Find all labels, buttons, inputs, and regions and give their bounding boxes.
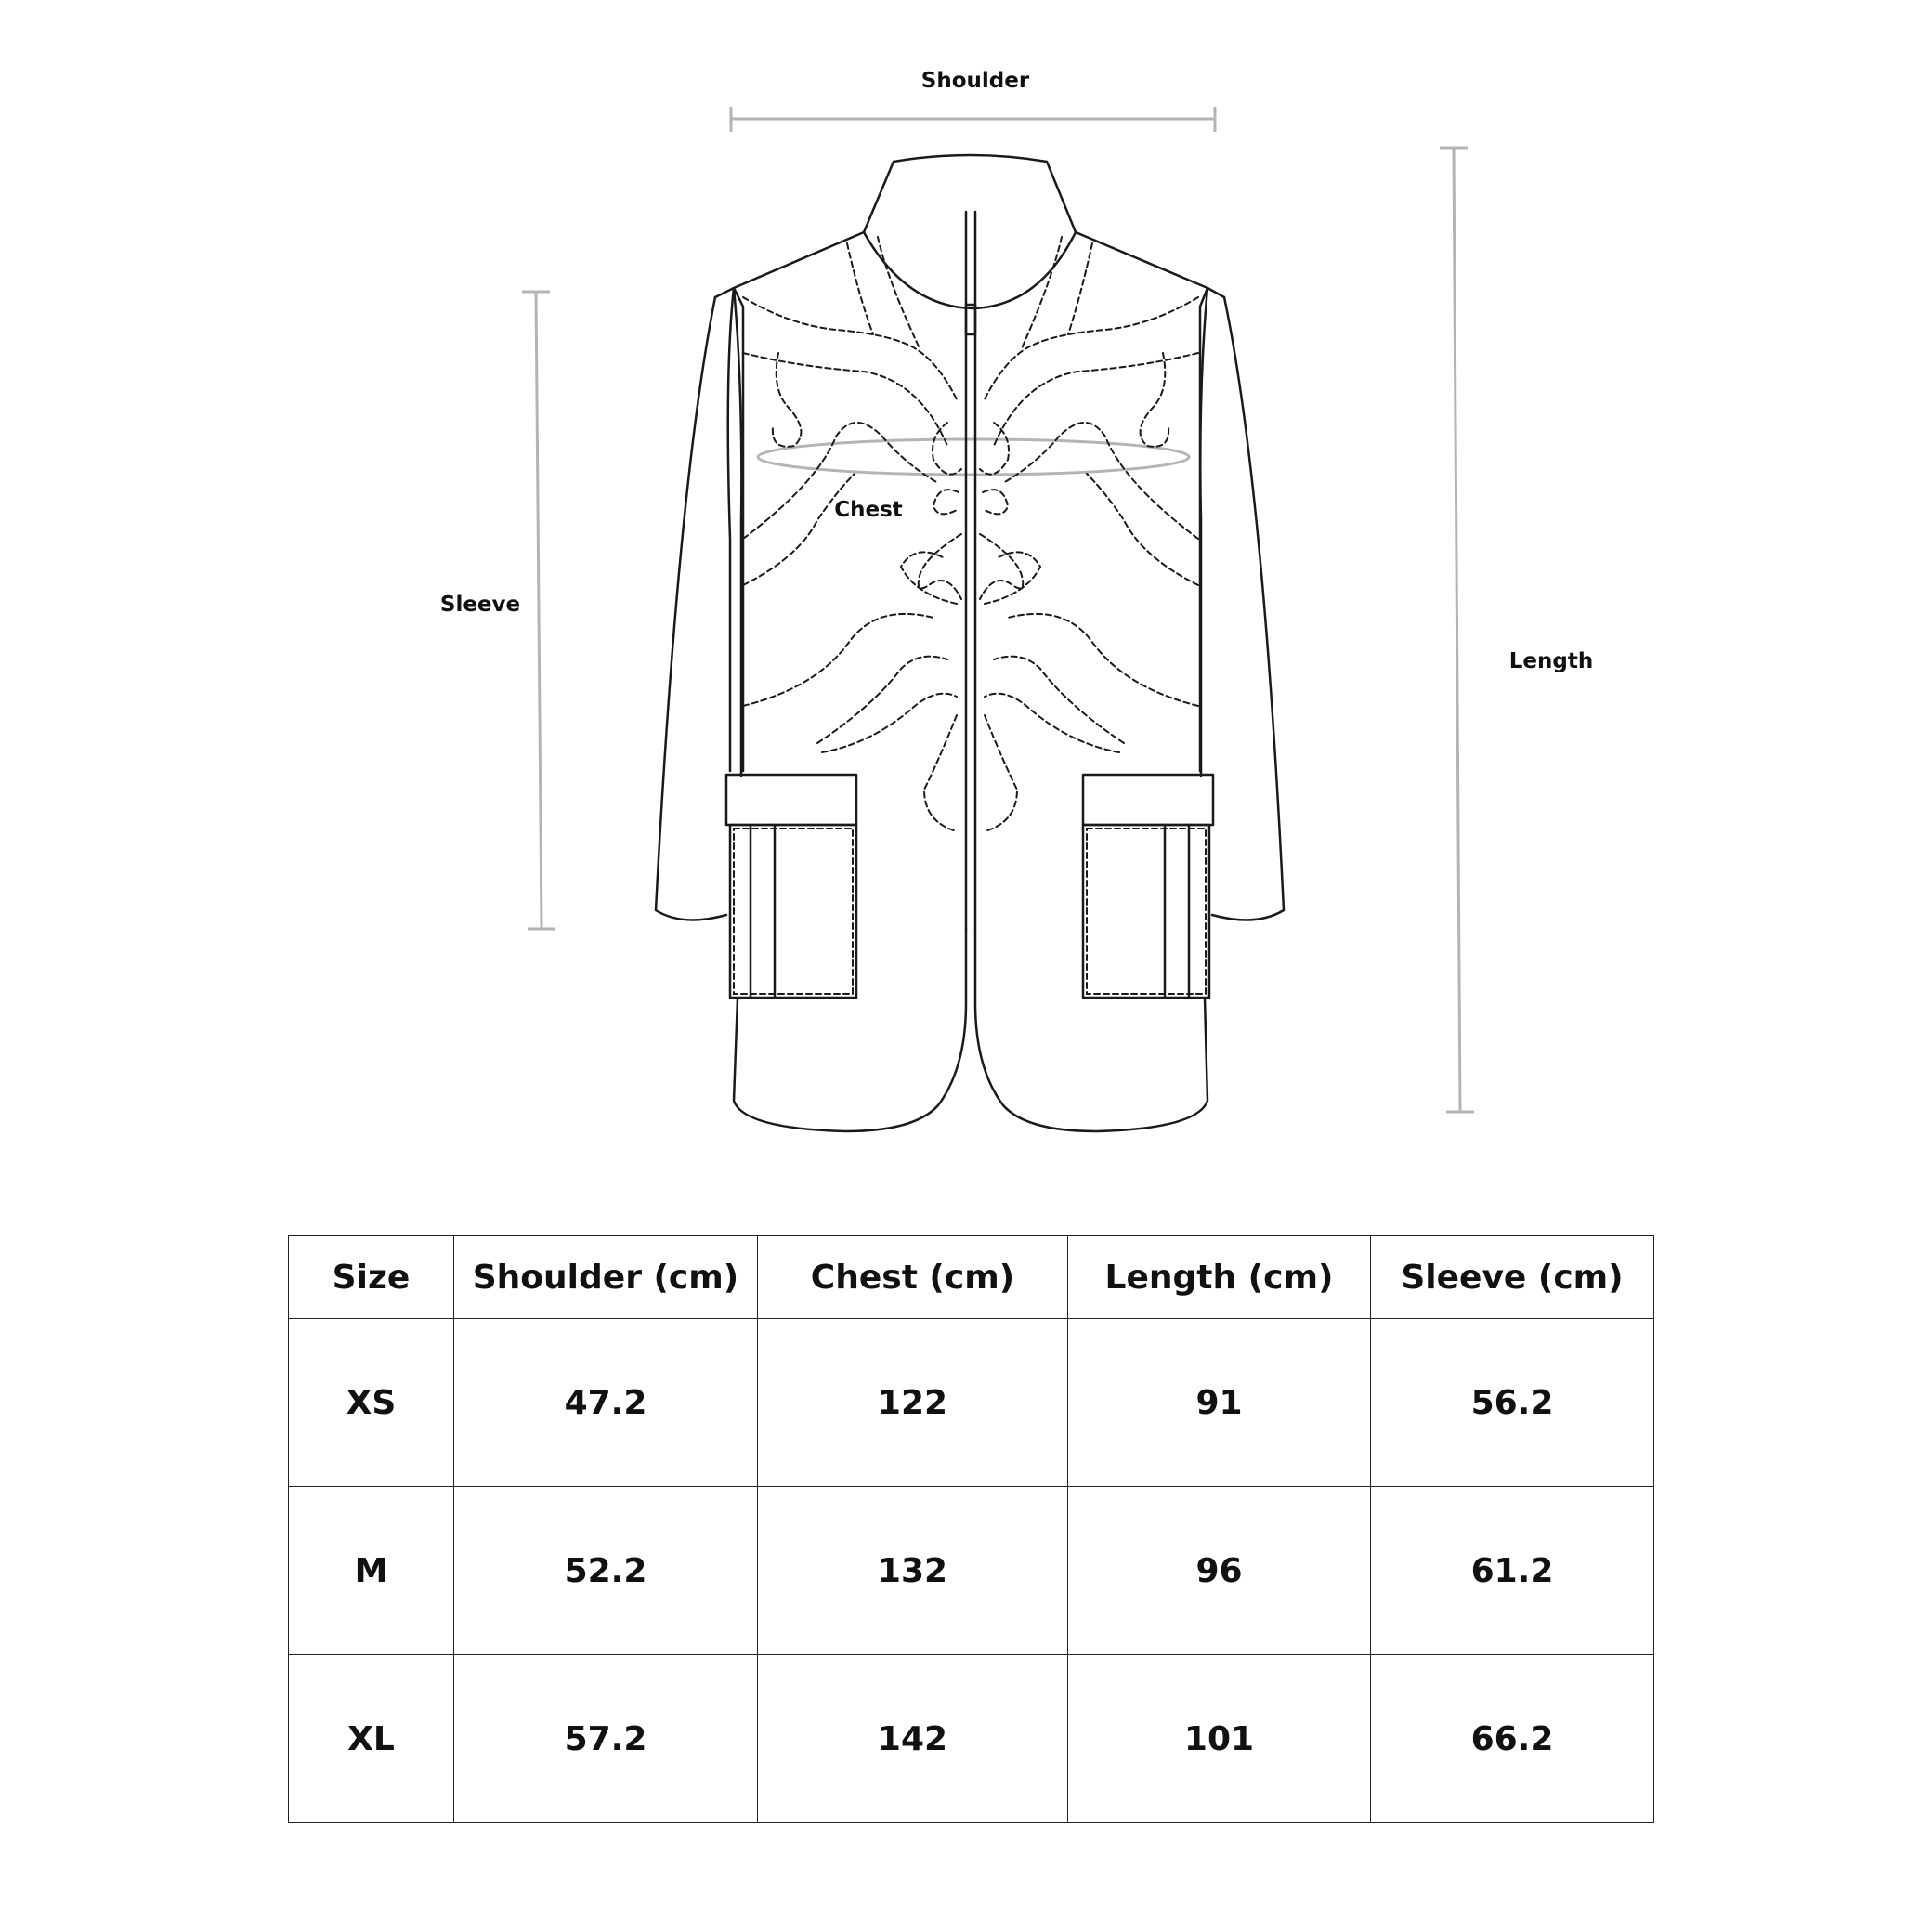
quilting-stitch-pattern [734, 237, 1206, 994]
size-chart-table [288, 1235, 1654, 1823]
header-chest: Chest (cm) [758, 1236, 1068, 1319]
header-size: Size [289, 1236, 454, 1319]
header-length: Length (cm) [1068, 1236, 1371, 1319]
cell-length: 96 [1068, 1487, 1371, 1655]
cell-length: 91 [1068, 1319, 1371, 1487]
table-header-row [289, 1236, 1654, 1319]
table-row [289, 1319, 1654, 1487]
cell-shoulder: 47.2 [454, 1319, 758, 1487]
cell-sleeve: 61.2 [1371, 1487, 1654, 1655]
cell-length: 101 [1068, 1655, 1371, 1823]
cell-size: M [289, 1487, 454, 1655]
length-measure-line [1440, 148, 1474, 1112]
header-shoulder: Shoulder (cm) [454, 1236, 758, 1319]
length-label: Length [1508, 649, 1594, 673]
cell-chest: 122 [758, 1319, 1068, 1487]
cell-size: XL [289, 1655, 454, 1823]
cell-shoulder: 52.2 [454, 1487, 758, 1655]
cell-size: XS [289, 1319, 454, 1487]
chest-label: Chest [834, 498, 903, 522]
table-row [289, 1487, 1654, 1655]
cell-chest: 142 [758, 1655, 1068, 1823]
header-sleeve: Sleeve (cm) [1371, 1236, 1654, 1319]
cell-chest: 132 [758, 1487, 1068, 1655]
cell-shoulder: 57.2 [454, 1655, 758, 1823]
cell-sleeve: 66.2 [1371, 1655, 1654, 1823]
sleeve-label: Sleeve [439, 593, 521, 617]
sleeve-measure-line [522, 292, 555, 929]
shoulder-measure-line [731, 107, 1215, 132]
table-row [289, 1655, 1654, 1823]
cell-sleeve: 56.2 [1371, 1319, 1654, 1487]
measurement-lines [522, 107, 1474, 1112]
shoulder-label: Shoulder [920, 69, 1030, 93]
